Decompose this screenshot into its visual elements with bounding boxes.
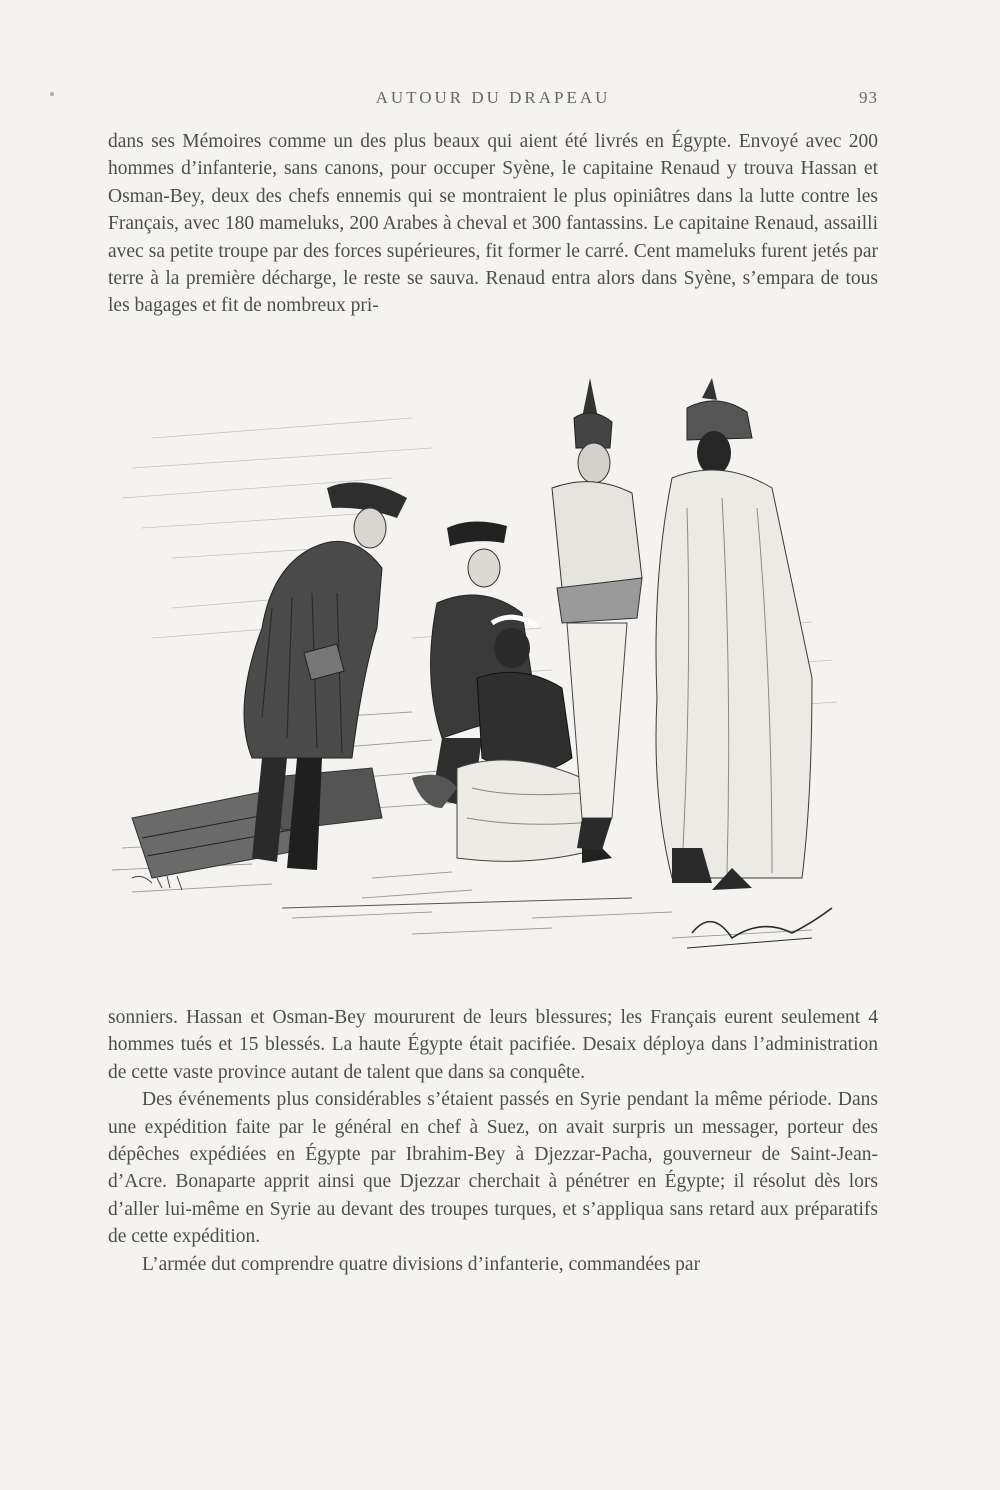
engraving-illustration (112, 378, 844, 978)
text-block-top (108, 128, 878, 320)
text-block-bottom (108, 1004, 878, 1278)
ground-line (282, 898, 632, 908)
paragraph: sonniers. Hassan et Osman-Bey moururent de leurs blessures; les Français eurent seulement 4 hommes tués et 15 blessés. La haute Égypte était pacifiée. Desaix déploya dans l’administration de cette vaste province autant de talent que dans sa conquête. (108, 1007, 878, 1083)
paragraph: Des événements plus considérables s’étaient passés en Syrie pendant la même période. Dans une expédition faite par le général en chef à Suez, on avait surpris un messager, porteur des dépêches expédiées en Égypte par Ibrahim-Bey à Djezzar-Pacha, gouverneur de Saint-Jean-d’Acre. Bonaparte apprit ainsi que Djezzar cherchait à pénétrer en Égypte; il résolut dès lors d’aller lui-même en Syrie au devant des troupes turques, et s’appliqua sans retard aux préparatifs de cette expédition. (108, 1089, 878, 1248)
artist-signature (687, 908, 832, 948)
running-head (108, 88, 878, 112)
engraver-mark (132, 876, 182, 890)
paragraph: dans ses Mémoires comme un des plus beaux qui aient été livrés en Égypte. Envoyé avec 200 hommes d’infanterie, sans canons, pour occuper Syène, le capitaine Renaud y trouva Hassan et Osman-Bey, deux des chefs ennemis qui se montraient le plus opiniâtres dans la lutte contre les Français, avec 180 mameluks, 200 Arabes à cheval et 300 fantassins. Le capitaine Renaud, assailli avec sa petite troupe par des forces supérieures, fit former le carré. Cent mameluks furent jetés par terre à la première décharge, le reste se sauva. Renaud entra alors dans Syène, s’empara de tous les bagages et fit de nombreux pri- (108, 131, 878, 317)
margin-speck (50, 92, 54, 96)
page-number: 93 (859, 88, 878, 107)
figure-robed-man (656, 378, 812, 890)
engraving-drawing (112, 378, 844, 978)
paragraph: L’armée dut comprendre quatre divisions d’infanterie, commandées par (142, 1253, 701, 1275)
running-title: AUTOUR DU DRAPEAU (375, 88, 611, 107)
